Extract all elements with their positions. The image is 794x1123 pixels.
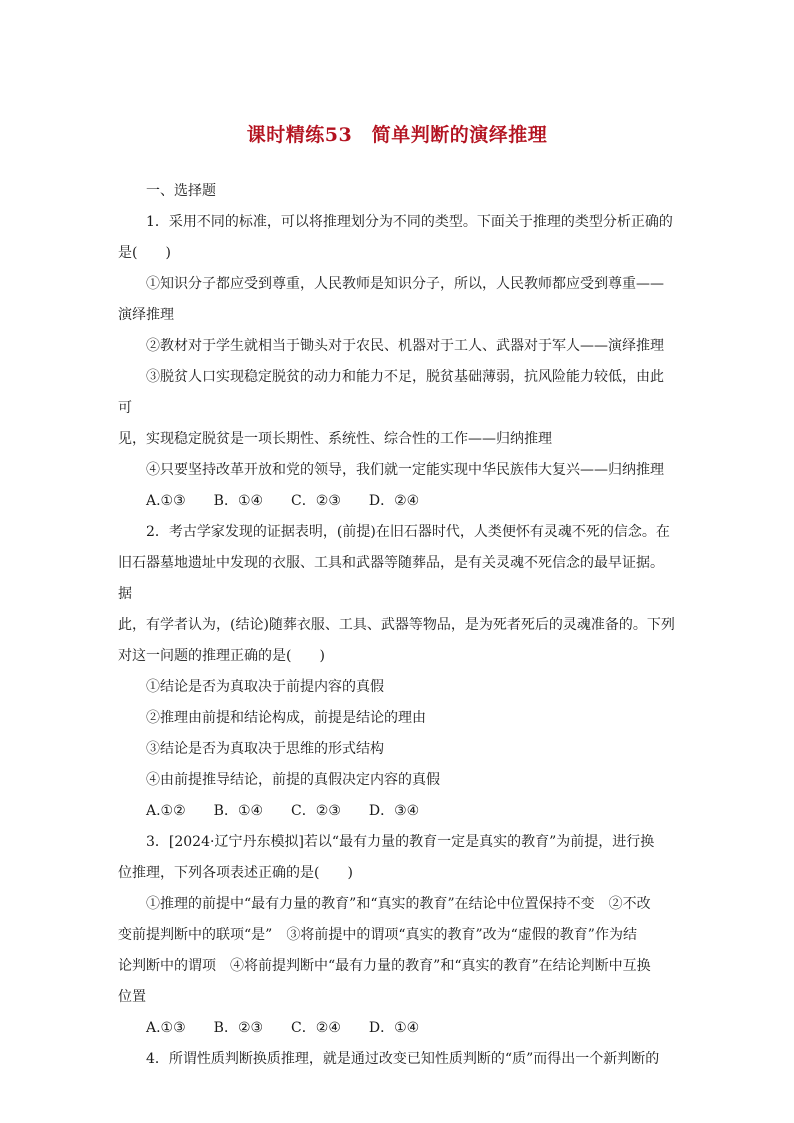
q2-stem-cont-1: 旧石器墓地遗址中发现的衣服、工具和武器等随葬品，是有关灵魂不死信念的最早证据。据 [118,555,664,602]
q3-stem: 3．[2024·辽宁丹东模拟]若以“最有力量的教育一定是真实的教育”为前提，进行换 [146,834,655,850]
q2-statement-2: ②推理由前提和结论构成，前提是结论的理由 [146,710,426,726]
q2-statement-1: ①结论是否为真取决于前提内容的真假 [146,679,384,695]
q3-options: A.①③ B．②③ C．②④ D．①④ [146,1020,420,1036]
page-title: 课时精练53 简单判断的演绎推理 [246,124,548,146]
q1-stem-cont: 是( ) [118,245,171,261]
q1-statement-2: ②教材对于学生就相当于锄头对于农民、机器对于工人、武器对于军人——演绎推理 [146,338,664,354]
q3-stem-cont: 位推理，下列各项表述正确的是( ) [118,865,353,881]
q1-statement-1-cont: 演绎推理 [118,307,174,323]
q1-statement-3: ③脱贫人口实现稳定脱贫的动力和能力不足，脱贫基础薄弱，抗风险能力较低，由此可 [118,369,664,416]
q2-stem: 2．考古学家发现的证据表明，(前提)在旧石器时代，人类便怀有灵魂不死的信念。在 [146,524,670,540]
q2-statement-3: ③结论是否为真取决于思维的形式结构 [146,741,384,757]
q3-statements: ①推理的前提中“最有力量的教育”和“真实的教育”在结论中位置保持不变 ②不改 [146,896,651,912]
q2-stem-cont-3: 对这一问题的推理正确的是( ) [118,648,325,664]
section-heading: 一、选择题 [146,183,216,199]
q3-statements-cont-3: 位置 [118,989,146,1005]
q1-statement-4: ④只要坚持改革开放和党的领导，我们就一定能实现中华民族伟大复兴——归纳推理 [146,462,664,478]
exercise-content [118,176,676,1075]
q1-statement-1: ①知识分子都应受到尊重，人民教师是知识分子，所以，人民教师都应受到尊重—— [146,276,664,292]
q2-stem-cont-2: 此，有学者认为，(结论)随葬衣服、工具、武器等物品，是为死者死后的灵魂准备的。下列 [118,617,675,633]
q4-stem: 4．所谓性质判断换质推理，就是通过改变已知性质判断的“质”而得出一个新判断的 [146,1051,660,1067]
q2-options: A.①② B．①④ C．②③ D．③④ [146,803,420,819]
q2-statement-4: ④由前提推导结论，前提的真假决定内容的真假 [146,772,440,788]
q1-stem: 1．采用不同的标准，可以将推理划分为不同的类型。下面关于推理的类型分析正确的 [146,214,673,230]
q3-statements-cont-1: 变前提判断中的联项“是” ③将前提中的谓项“真实的教育”改为“虚假的教育”作为结 [118,927,637,943]
q1-options: A.①③ B．①④ C．②③ D．②④ [146,493,420,509]
q1-statement-3-cont: 见，实现稳定脱贫是一项长期性、系统性、综合性的工作——归纳推理 [118,431,552,447]
q3-statements-cont-2: 论判断中的谓项 ④将前提判断中“最有力量的教育”和“真实的教育”在结论判断中互换 [118,958,651,974]
